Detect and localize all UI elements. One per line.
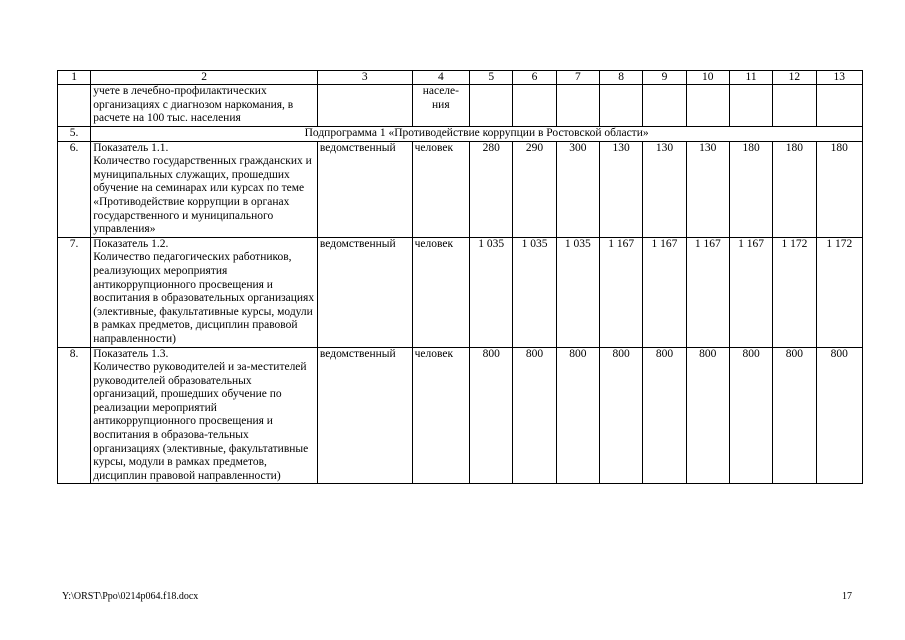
value-cell: 800 xyxy=(599,347,642,484)
value-cell xyxy=(470,85,513,127)
value-cell xyxy=(599,85,642,127)
value-cell: 800 xyxy=(816,347,862,484)
value-cell xyxy=(686,85,729,127)
value-cell: 180 xyxy=(773,141,816,237)
header-cell: 3 xyxy=(317,71,412,85)
subprogram-title: Подпрограмма 1 «Противодействие коррупции в Ростовской области» xyxy=(91,127,863,142)
header-cell: 1 xyxy=(58,71,91,85)
value-cell xyxy=(773,85,816,127)
value-cell: 1 167 xyxy=(729,237,772,347)
row-number: 5. xyxy=(58,127,91,142)
indicator-description: Количество руководителей и за-местителей руководителей образовательных организаций, прошедших обучение по реализации мероприятий антикоррупционного просвещения и воспитания в образова-тельных организациях (элективные, факультативные курсы, модули в рамках предметов, дисциплин правовой направленности) xyxy=(93,361,309,482)
indicators-table xyxy=(57,70,863,484)
header-cell: 2 xyxy=(91,71,318,85)
value-cell: 800 xyxy=(686,347,729,484)
row-number: 6. xyxy=(58,141,91,237)
value-cell: 1 035 xyxy=(556,237,599,347)
value-cell: 1 172 xyxy=(816,237,862,347)
header-cell: 10 xyxy=(686,71,729,85)
value-cell: 280 xyxy=(470,141,513,237)
value-cell: 180 xyxy=(729,141,772,237)
value-cell xyxy=(816,85,862,127)
value-cell: 180 xyxy=(816,141,862,237)
value-cell xyxy=(643,85,686,127)
value-cell: 1 167 xyxy=(686,237,729,347)
table-row-continuation xyxy=(58,85,863,127)
value-cell: 130 xyxy=(686,141,729,237)
indicator-cell xyxy=(91,141,318,237)
page-number: 17 xyxy=(842,591,852,602)
row-number xyxy=(58,85,91,127)
indicator-unit: человек xyxy=(412,347,469,484)
value-cell: 130 xyxy=(599,141,642,237)
indicator-cell xyxy=(91,237,318,347)
indicator-title: Показатель 1.2. xyxy=(93,237,169,250)
indicator-type: ведомственный xyxy=(317,141,412,237)
indicator-description: Количество государственных гражданских и муниципальных служащих, прошедших обучение на семинарах или курсах по теме «Противодействие коррупции в органах государственного и муниципального управления» xyxy=(93,155,312,236)
value-cell: 300 xyxy=(556,141,599,237)
value-cell: 1 035 xyxy=(470,237,513,347)
value-cell: 1 172 xyxy=(773,237,816,347)
indicator-type: ведомственный xyxy=(317,347,412,484)
header-cell: 4 xyxy=(412,71,469,85)
value-cell: 800 xyxy=(513,347,556,484)
header-cell: 9 xyxy=(643,71,686,85)
indicator-type: ведомственный xyxy=(317,237,412,347)
table-row xyxy=(58,237,863,347)
header-cell: 8 xyxy=(599,71,642,85)
value-cell: 800 xyxy=(643,347,686,484)
value-cell: 1 167 xyxy=(643,237,686,347)
row-number: 8. xyxy=(58,347,91,484)
value-cell: 1 035 xyxy=(513,237,556,347)
value-cell: 290 xyxy=(513,141,556,237)
indicator-unit: человек xyxy=(412,237,469,347)
table-row xyxy=(58,141,863,237)
indicator-type xyxy=(317,85,412,127)
header-cell: 7 xyxy=(556,71,599,85)
indicator-description: учете в лечебно-профилактических организациях с диагнозом наркомания, в расчете на 100 тыс. населения xyxy=(91,85,318,127)
header-cell: 13 xyxy=(816,71,862,85)
header-cell: 6 xyxy=(513,71,556,85)
footer-file-path: Y:\ORST\Ppo\0214p064.f18.docx xyxy=(62,591,199,602)
value-cell: 800 xyxy=(556,347,599,484)
table-row xyxy=(58,347,863,484)
value-cell: 800 xyxy=(729,347,772,484)
row-number: 7. xyxy=(58,237,91,347)
value-cell: 1 167 xyxy=(599,237,642,347)
header-cell: 12 xyxy=(773,71,816,85)
indicator-unit: человек xyxy=(412,141,469,237)
indicator-cell xyxy=(91,347,318,484)
table-row-subprogram xyxy=(58,127,863,142)
value-cell: 130 xyxy=(643,141,686,237)
value-cell xyxy=(729,85,772,127)
indicator-title: Показатель 1.3. xyxy=(93,347,169,360)
indicator-unit: населе-ния xyxy=(412,85,469,127)
value-cell xyxy=(556,85,599,127)
value-cell: 800 xyxy=(773,347,816,484)
header-cell: 5 xyxy=(470,71,513,85)
value-cell xyxy=(513,85,556,127)
indicator-description: Количество педагогических работников, реализующих мероприятия антикоррупционного просвещения и воспитания в образовательных организациях (элективные, факультативные курсы, модули в рамках предметов, дисциплин правовой направленности) xyxy=(93,251,315,345)
value-cell: 800 xyxy=(470,347,513,484)
header-cell: 11 xyxy=(729,71,772,85)
header-row xyxy=(58,71,863,85)
indicator-title: Показатель 1.1. xyxy=(93,141,169,154)
